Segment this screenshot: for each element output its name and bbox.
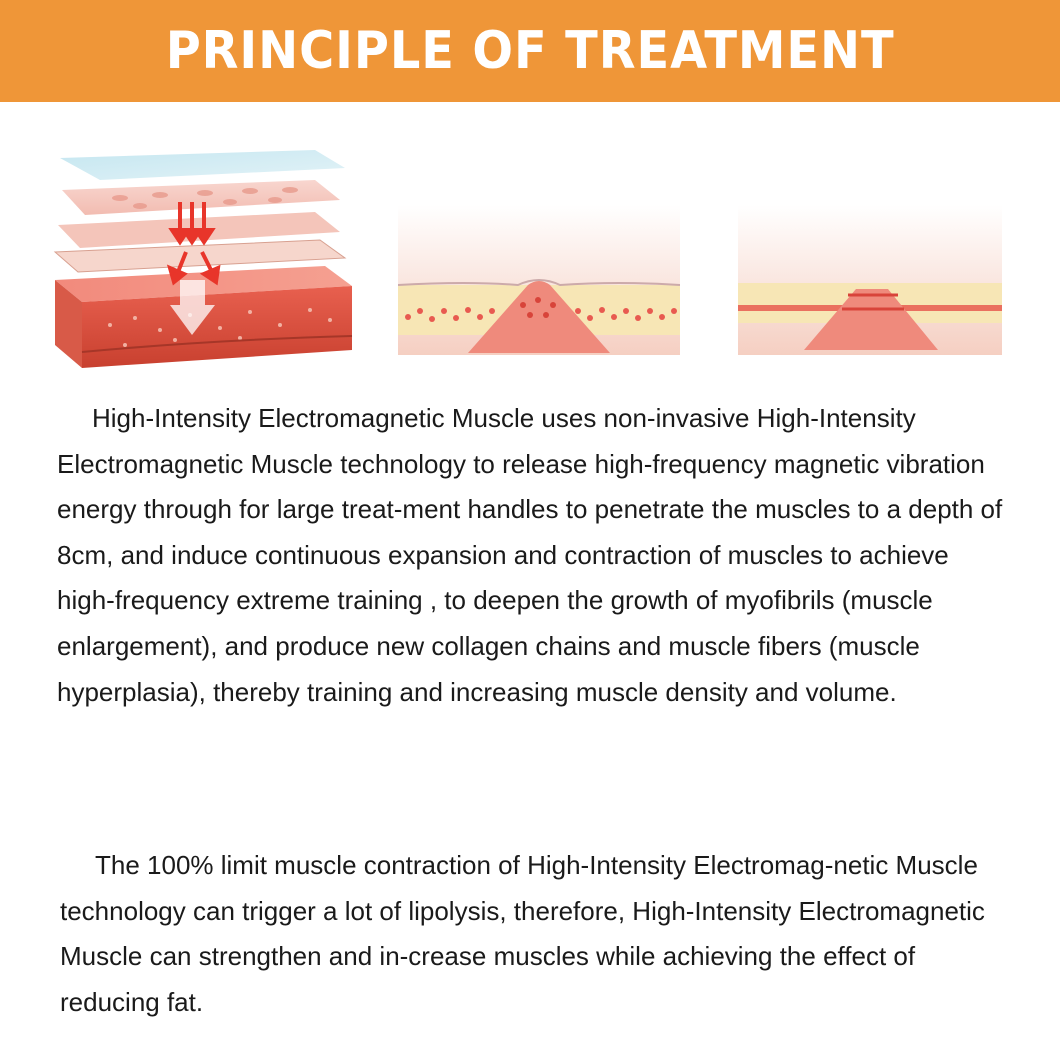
skin-layers-illustration xyxy=(40,140,370,380)
title-banner xyxy=(0,0,1060,102)
after-treatment-illustration xyxy=(738,205,1002,355)
principle-paragraph: High-Intensity Electromagnetic Muscle uses non-invasive High-Intensity Electromagnetic Muscle technology to release high-frequency magnetic vibration energy through for large treat-ment handles to penetrate the muscles to a depth of 8cm, and induce continuous expansion and contraction of muscles to achieve high-frequency extreme training , to deepen the growth of myofibrils (muscle enlargement), and produce new collagen chains and muscle fibers (muscle hyperplasia), thereby training and increasing muscle density and volume. xyxy=(57,403,1003,707)
page-title: PRINCIPLE OF TREATMENT xyxy=(165,21,895,81)
fat-reduction-paragraph: The 100% limit muscle contraction of High-Intensity Electromag-netic Muscle technology can trigger a lot of lipolysis, therefore, High-Intensity Electromagnetic Muscle can strengthen and in-crease muscles while achieving the effect of reducing fat. xyxy=(60,850,985,1017)
before-treatment-illustration xyxy=(398,205,680,355)
